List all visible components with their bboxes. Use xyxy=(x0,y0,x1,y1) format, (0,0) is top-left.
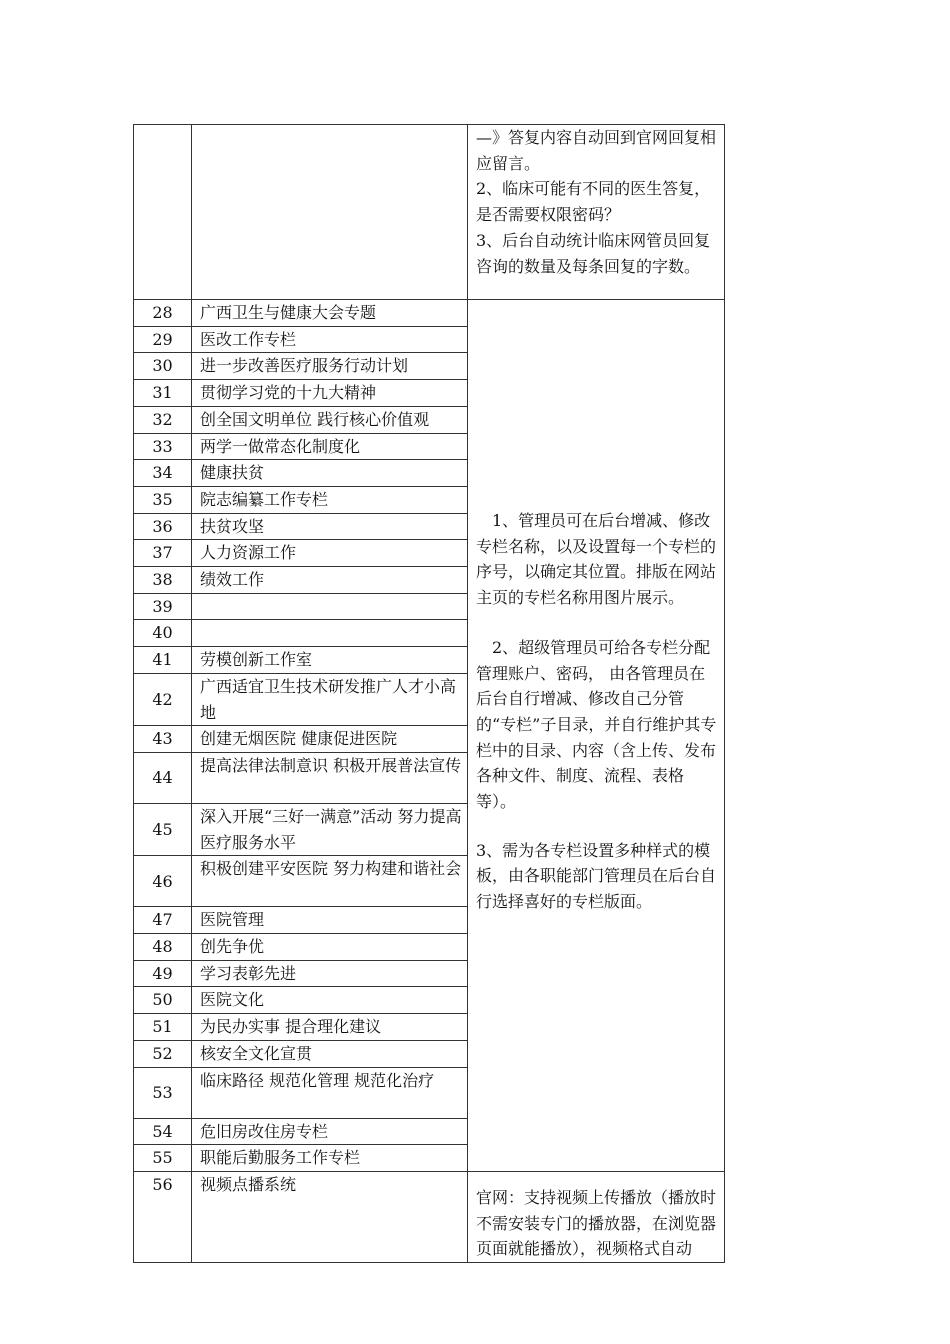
table-row xyxy=(134,300,725,327)
row-number: 47 xyxy=(134,907,192,934)
row-number: 28 xyxy=(134,300,192,327)
description-paragraph: 3、后台自动统计临床网管员回复咨询的数量及每条回复的字数。 xyxy=(476,230,711,276)
row-number: 39 xyxy=(134,593,192,620)
row-number: 29 xyxy=(134,326,192,353)
row-number: 46 xyxy=(134,856,192,907)
row-number: 44 xyxy=(134,752,192,803)
column-name: 临床路径 规范化管理 规范化治疗 xyxy=(192,1067,468,1118)
row-number: 43 xyxy=(134,726,192,753)
column-name: 进一步改善医疗服务行动计划 xyxy=(192,353,468,380)
column-name: 贯彻学习党的十九大精神 xyxy=(192,380,468,407)
column-name: 危旧房改住房专栏 xyxy=(192,1118,468,1145)
row-number: 56 xyxy=(134,1171,192,1262)
row-number: 49 xyxy=(134,960,192,987)
table-row-continued xyxy=(134,125,725,300)
column-name: 广西适宜卫生技术研发推广人才小高地 xyxy=(192,673,468,725)
column-name: 创全国文明单位 践行核心价值观 xyxy=(192,406,468,433)
row-number: 50 xyxy=(134,987,192,1014)
row-number: 55 xyxy=(134,1145,192,1172)
column-name: 职能后勤服务工作专栏 xyxy=(192,1145,468,1172)
column-name: 深入开展“三好一满意”活动 努力提高医疗服务水平 xyxy=(192,803,468,855)
column-name: 创先争优 xyxy=(192,934,468,961)
row-number: 32 xyxy=(134,406,192,433)
row-number: 34 xyxy=(134,460,192,487)
column-name: 核安全文化宣贯 xyxy=(192,1040,468,1067)
column-name: 积极创建平安医院 努力构建和谐社会 xyxy=(192,856,468,907)
column-name: 院志编纂工作专栏 xyxy=(192,486,468,513)
row-number: 40 xyxy=(134,620,192,647)
row-number: 33 xyxy=(134,433,192,460)
column-name: 为民办实事 提合理化建议 xyxy=(192,1014,468,1041)
column-name: 两学一做常态化制度化 xyxy=(192,433,468,460)
group-description-paragraph: 2、超级管理员可给各专栏分配管理账户、密码， 由各管理员在后台自行增减、修改自己分管的“专栏”子目录，并自行维护其专栏中的目录、内容（含上传、发布各种文件、制度、流程、表格等）。 xyxy=(476,637,717,812)
column-name xyxy=(192,620,468,647)
column-name: 广西卫生与健康大会专题 xyxy=(192,300,468,327)
description-paragraph: 2、临床可能有不同的医生答复，是否需要权限密码？ xyxy=(476,179,711,225)
row-number: 36 xyxy=(134,513,192,540)
column-name: 学习表彰先进 xyxy=(192,960,468,987)
group-description-cell xyxy=(468,300,725,1172)
row-number: 38 xyxy=(134,567,192,594)
row-number: 51 xyxy=(134,1014,192,1041)
row-number: 42 xyxy=(134,673,192,725)
row-number: 37 xyxy=(134,540,192,567)
row-number: 53 xyxy=(134,1067,192,1118)
row-number: 30 xyxy=(134,353,192,380)
row-number: 45 xyxy=(134,803,192,855)
column-name: 人力资源工作 xyxy=(192,540,468,567)
requirements-table xyxy=(133,124,725,1263)
row-number-cell xyxy=(134,125,192,300)
row-number: 52 xyxy=(134,1040,192,1067)
group-description-paragraph: 3、需为各专栏设置多种样式的模板，由各职能部门管理员在后台自行选择喜好的专栏版面。 xyxy=(476,840,717,912)
description-cell xyxy=(468,125,725,300)
row-number: 31 xyxy=(134,380,192,407)
row-number: 48 xyxy=(134,934,192,961)
row-number: 35 xyxy=(134,486,192,513)
table-row-video xyxy=(134,1171,725,1262)
column-name: 绩效工作 xyxy=(192,567,468,594)
column-name: 健康扶贫 xyxy=(192,460,468,487)
column-name: 医改工作专栏 xyxy=(192,326,468,353)
row-number: 54 xyxy=(134,1118,192,1145)
row-number: 41 xyxy=(134,647,192,674)
column-name: 扶贫攻坚 xyxy=(192,513,468,540)
column-name xyxy=(192,593,468,620)
group-description-paragraph: 1、管理员可在后台增减、修改专栏名称，以及设置每一个专栏的序号，以确定其位置。排版在网站主页的专栏名称用图片展示。 xyxy=(476,511,717,608)
column-name: 医院管理 xyxy=(192,907,468,934)
column-name: 劳模创新工作室 xyxy=(192,647,468,674)
column-name: 视频点播系统 xyxy=(192,1171,468,1262)
column-name: 创建无烟医院 健康促进医院 xyxy=(192,726,468,753)
video-description: 官网：支持视频上传播放（播放时不需安装专门的播放器，在浏览器页面就能播放），视频格式自动 xyxy=(468,1171,725,1262)
column-name: 提高法律法制意识 积极开展普法宣传 xyxy=(192,752,468,803)
column-name: 医院文化 xyxy=(192,987,468,1014)
column-name-cell xyxy=(192,125,468,300)
description-paragraph: —》答复内容自动回到官网回复相应留言。 xyxy=(476,128,717,173)
